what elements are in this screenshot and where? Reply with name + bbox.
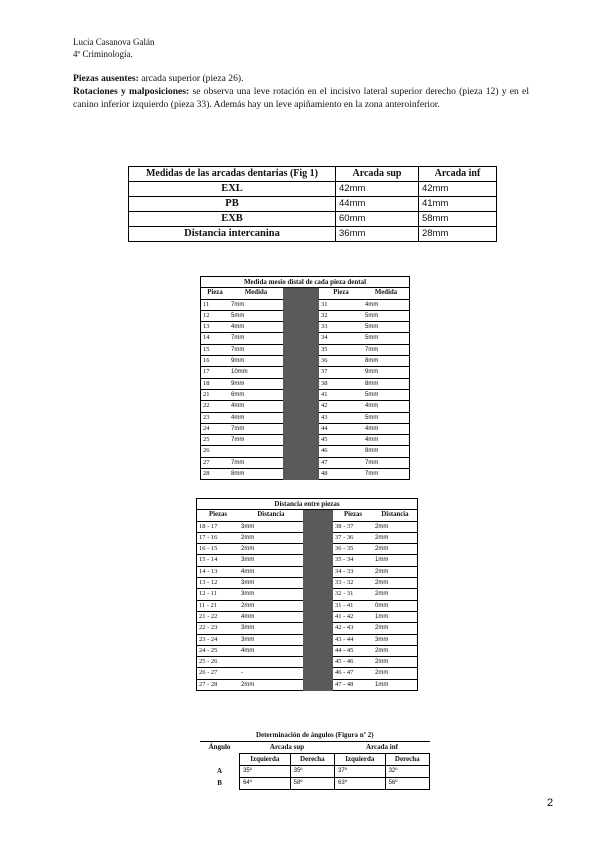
table-row bbox=[200, 778, 430, 790]
value-cell: 9mm bbox=[229, 356, 283, 367]
table-row bbox=[201, 457, 410, 468]
piece-cell: 36 - 35 bbox=[333, 544, 373, 555]
value-cell: 1mm bbox=[373, 555, 418, 566]
column-separator bbox=[283, 310, 319, 321]
course-label: 4º Criminología. bbox=[73, 49, 133, 59]
table-row bbox=[201, 299, 410, 310]
column-separator bbox=[283, 457, 319, 468]
column-separator bbox=[303, 668, 333, 679]
value-cell: - bbox=[239, 668, 303, 679]
arch-measurements-table bbox=[128, 166, 497, 242]
absent-teeth-note bbox=[73, 72, 529, 85]
column-separator bbox=[303, 510, 333, 521]
cell-sup: 44mm bbox=[336, 197, 419, 212]
piece-cell: 21 bbox=[201, 389, 230, 400]
table-row bbox=[197, 623, 418, 634]
value-cell: 3mm bbox=[239, 521, 303, 532]
piece-cell: 48 bbox=[319, 469, 363, 480]
table-row bbox=[197, 634, 418, 645]
col-sup: Arcada sup bbox=[240, 742, 335, 754]
column-separator bbox=[283, 423, 319, 434]
piece-cell: 35 bbox=[319, 344, 363, 355]
value-cell: 2mm bbox=[239, 544, 303, 555]
column-separator bbox=[303, 532, 333, 543]
absent-teeth-label: Piezas ausentes: bbox=[73, 73, 139, 84]
table-row bbox=[201, 378, 410, 389]
value-cell: 5mm bbox=[363, 333, 410, 344]
piece-cell: 12 - 11 bbox=[197, 589, 240, 600]
table-row bbox=[129, 182, 497, 197]
piece-cell: 47 - 48 bbox=[333, 679, 373, 690]
column-separator bbox=[303, 544, 333, 555]
value-cell: 7mm bbox=[363, 457, 410, 468]
piece-cell: 41 bbox=[319, 389, 363, 400]
piece-cell: 43 - 44 bbox=[333, 634, 373, 645]
piece-cell: 14 - 13 bbox=[197, 566, 240, 577]
piece-cell: 38 bbox=[319, 378, 363, 389]
angles-title: Determinación de ángulos (Figura nº 2) bbox=[255, 731, 374, 739]
sub-left: Izquierda bbox=[240, 754, 291, 766]
column-separator bbox=[303, 521, 333, 532]
value-cell: 3mm bbox=[239, 589, 303, 600]
col-angle: Ángulo bbox=[200, 742, 240, 766]
col-piece: Pieza bbox=[319, 288, 363, 299]
cell-sup: 36mm bbox=[336, 227, 419, 242]
angle-value: 37º bbox=[335, 766, 386, 778]
col-piece: Pieza bbox=[201, 288, 230, 299]
column-separator bbox=[283, 469, 319, 480]
table-row bbox=[201, 389, 410, 400]
piece-cell: 25 bbox=[201, 435, 230, 446]
page-number: 2 bbox=[547, 797, 554, 809]
piece-cell: 46 - 47 bbox=[333, 668, 373, 679]
table-row bbox=[197, 566, 418, 577]
author-name: Lucía Casanova Galán bbox=[73, 37, 155, 47]
value-cell: 2mm bbox=[373, 668, 418, 679]
distances-body bbox=[197, 521, 418, 690]
table-row bbox=[200, 766, 430, 778]
value-cell: 7mm bbox=[363, 344, 410, 355]
piece-cell: 32 bbox=[319, 310, 363, 321]
column-separator bbox=[283, 389, 319, 400]
value-cell: 8mm bbox=[363, 356, 410, 367]
angle-value: 64º bbox=[240, 778, 291, 790]
arch-table-header: Medidas de las arcadas dentarias (Fig 1) bbox=[129, 167, 336, 182]
column-separator bbox=[283, 412, 319, 423]
angle-value: 35º bbox=[240, 766, 291, 778]
table-row bbox=[197, 589, 418, 600]
piece-cell: 17 bbox=[201, 367, 230, 378]
cell-inf: 41mm bbox=[418, 197, 496, 212]
piece-cell: 34 bbox=[319, 333, 363, 344]
table-row bbox=[201, 310, 410, 321]
angle-label: A bbox=[217, 767, 223, 775]
value-cell: 3mm bbox=[239, 623, 303, 634]
value-cell: 8mm bbox=[363, 378, 410, 389]
mesiodistal-body bbox=[201, 299, 410, 480]
col-pieces: Piezas bbox=[197, 510, 240, 521]
piece-cell: 28 bbox=[201, 469, 230, 480]
rotations-text: se observa una leve rotación en el incisivo lateral superior derecho (pieza 12) y en el canino inferior izquierdo (pieza 33). Además hay un leve apiñamiento en la zona anteroinferior. bbox=[73, 86, 529, 110]
piece-cell: 25 - 26 bbox=[197, 657, 240, 668]
piece-cell: 27 - 28 bbox=[197, 679, 240, 690]
value-cell: 4mm bbox=[229, 401, 283, 412]
column-separator bbox=[283, 367, 319, 378]
value-cell: 2mm bbox=[373, 645, 418, 656]
value-cell: 2mm bbox=[239, 600, 303, 611]
table-row bbox=[197, 544, 418, 555]
piece-cell: 31 bbox=[319, 299, 363, 310]
value-cell: 9mm bbox=[229, 378, 283, 389]
value-cell: 7mm bbox=[229, 435, 283, 446]
value-cell: 5mm bbox=[363, 389, 410, 400]
piece-cell: 13 - 12 bbox=[197, 578, 240, 589]
col-distance: Distancia bbox=[373, 510, 418, 521]
piece-cell: 44 - 45 bbox=[333, 645, 373, 656]
column-separator bbox=[283, 322, 319, 333]
value-cell: 4mm bbox=[239, 611, 303, 622]
table-row bbox=[201, 446, 410, 457]
column-separator bbox=[303, 645, 333, 656]
value-cell: 2mm bbox=[373, 623, 418, 634]
column-separator bbox=[303, 634, 333, 645]
value-cell bbox=[239, 657, 303, 668]
mesiodistal-table bbox=[200, 276, 410, 480]
value-cell: 4mm bbox=[229, 412, 283, 423]
angle-value: 35º bbox=[290, 766, 334, 778]
value-cell: 5mm bbox=[229, 310, 283, 321]
piece-cell: 43 bbox=[319, 412, 363, 423]
angle-value: 63º bbox=[335, 778, 386, 790]
sub-right: Derecha bbox=[290, 754, 334, 766]
piece-cell: 26 bbox=[201, 446, 230, 457]
value-cell: 5mm bbox=[363, 322, 410, 333]
rotations-label: Rotaciones y malposiciones: bbox=[73, 86, 190, 97]
value-cell: 10mm bbox=[229, 367, 283, 378]
table-row bbox=[197, 555, 418, 566]
value-cell: 4mm bbox=[239, 645, 303, 656]
value-cell: 4mm bbox=[229, 322, 283, 333]
sub-left: Izquierda bbox=[335, 754, 386, 766]
column-separator bbox=[283, 333, 319, 344]
table-row bbox=[197, 521, 418, 532]
column-separator bbox=[283, 401, 319, 412]
value-cell bbox=[229, 446, 283, 457]
arch-table-header: Arcada inf bbox=[418, 167, 496, 182]
col-distance: Distancia bbox=[239, 510, 303, 521]
value-cell: 2mm bbox=[373, 532, 418, 543]
piece-cell: 26 - 27 bbox=[197, 668, 240, 679]
piece-cell: 45 bbox=[319, 435, 363, 446]
piece-cell: 15 bbox=[201, 344, 230, 355]
piece-cell: 18 bbox=[201, 378, 230, 389]
value-cell: 5mm bbox=[363, 412, 410, 423]
column-separator bbox=[303, 657, 333, 668]
value-cell: 7mm bbox=[229, 333, 283, 344]
piece-cell: 31 - 41 bbox=[333, 600, 373, 611]
mesiodistal-title: Medida mesio distal de cada pieza dental bbox=[201, 277, 410, 288]
piece-cell: 33 bbox=[319, 322, 363, 333]
table-row bbox=[197, 668, 418, 679]
value-cell: 4mm bbox=[363, 299, 410, 310]
row-label: EXB bbox=[129, 212, 336, 227]
column-separator bbox=[303, 623, 333, 634]
table-row bbox=[201, 435, 410, 446]
absent-teeth-text: arcada superior (pieza 26). bbox=[138, 73, 244, 84]
value-cell: 4mm bbox=[363, 401, 410, 412]
table-row bbox=[197, 600, 418, 611]
column-separator bbox=[303, 589, 333, 600]
column-separator bbox=[303, 600, 333, 611]
table-row bbox=[129, 227, 497, 242]
piece-cell: 36 bbox=[319, 356, 363, 367]
column-separator bbox=[303, 578, 333, 589]
value-cell: 2mm bbox=[239, 679, 303, 690]
piece-cell: 35 - 34 bbox=[333, 555, 373, 566]
table-row bbox=[201, 401, 410, 412]
piece-cell: 14 bbox=[201, 333, 230, 344]
rotations-note bbox=[73, 85, 529, 111]
value-cell: 1mm bbox=[373, 679, 418, 690]
cell-sup: 42mm bbox=[336, 182, 419, 197]
column-separator bbox=[283, 378, 319, 389]
column-separator bbox=[303, 679, 333, 690]
piece-cell: 33 - 32 bbox=[333, 578, 373, 589]
cell-inf: 42mm bbox=[418, 182, 496, 197]
col-inf: Arcada inf bbox=[335, 742, 430, 754]
value-cell: 7mm bbox=[229, 457, 283, 468]
value-cell: 2mm bbox=[373, 589, 418, 600]
value-cell: 7mm bbox=[229, 423, 283, 434]
piece-cell: 24 - 25 bbox=[197, 645, 240, 656]
piece-cell: 11 bbox=[201, 299, 230, 310]
piece-cell: 38 - 37 bbox=[333, 521, 373, 532]
table-row bbox=[201, 367, 410, 378]
table-row bbox=[201, 423, 410, 434]
column-separator bbox=[303, 566, 333, 577]
distances-title: Distancia entre piezas bbox=[197, 499, 418, 510]
value-cell: 7mm bbox=[363, 469, 410, 480]
column-separator bbox=[303, 555, 333, 566]
column-separator bbox=[283, 356, 319, 367]
table-row bbox=[201, 344, 410, 355]
value-cell: 8mm bbox=[363, 446, 410, 457]
angle-label: B bbox=[217, 779, 222, 787]
value-cell: 8mm bbox=[229, 469, 283, 480]
value-cell: 3mm bbox=[239, 634, 303, 645]
piece-cell: 21 - 22 bbox=[197, 611, 240, 622]
piece-cell: 17 - 16 bbox=[197, 532, 240, 543]
piece-cell: 45 - 46 bbox=[333, 657, 373, 668]
cell-sup: 60mm bbox=[336, 212, 419, 227]
table-row bbox=[201, 469, 410, 480]
piece-cell: 37 - 36 bbox=[333, 532, 373, 543]
column-separator bbox=[283, 344, 319, 355]
piece-cell: 16 bbox=[201, 356, 230, 367]
piece-cell: 18 - 17 bbox=[197, 521, 240, 532]
value-cell: 2mm bbox=[373, 657, 418, 668]
col-pieces: Piezas bbox=[333, 510, 373, 521]
piece-cell: 47 bbox=[319, 457, 363, 468]
table-row bbox=[197, 679, 418, 690]
value-cell: 3mm bbox=[239, 578, 303, 589]
angle-value: 56º bbox=[385, 778, 429, 790]
table-row bbox=[197, 532, 418, 543]
piece-cell: 12 bbox=[201, 310, 230, 321]
value-cell: 5mm bbox=[363, 310, 410, 321]
piece-cell: 46 bbox=[319, 446, 363, 457]
piece-cell: 42 - 43 bbox=[333, 623, 373, 634]
value-cell: 2mm bbox=[373, 521, 418, 532]
piece-cell: 37 bbox=[319, 367, 363, 378]
column-separator bbox=[283, 435, 319, 446]
table-row bbox=[197, 657, 418, 668]
sub-right: Derecha bbox=[385, 754, 429, 766]
value-cell: 4mm bbox=[363, 423, 410, 434]
value-cell: 2mm bbox=[373, 578, 418, 589]
cell-inf: 58mm bbox=[418, 212, 496, 227]
value-cell: 4mm bbox=[239, 566, 303, 577]
piece-cell: 42 bbox=[319, 401, 363, 412]
piece-cell: 34 - 33 bbox=[333, 566, 373, 577]
value-cell: 2mm bbox=[373, 544, 418, 555]
column-separator bbox=[283, 288, 319, 299]
distances-table bbox=[196, 498, 418, 691]
value-cell: 1mm bbox=[373, 611, 418, 622]
col-measure: Medida bbox=[229, 288, 283, 299]
angle-value: 58º bbox=[290, 778, 334, 790]
column-separator bbox=[283, 299, 319, 310]
table-row bbox=[129, 212, 497, 227]
col-measure: Medida bbox=[363, 288, 410, 299]
piece-cell: 23 - 24 bbox=[197, 634, 240, 645]
value-cell: 3mm bbox=[239, 555, 303, 566]
row-label: PB bbox=[129, 197, 336, 212]
value-cell: 0mm bbox=[373, 600, 418, 611]
piece-cell: 22 - 23 bbox=[197, 623, 240, 634]
table-row bbox=[197, 578, 418, 589]
value-cell: 2mm bbox=[239, 532, 303, 543]
piece-cell: 24 bbox=[201, 423, 230, 434]
piece-cell: 32 - 31 bbox=[333, 589, 373, 600]
column-separator bbox=[283, 446, 319, 457]
arch-table-header: Arcada sup bbox=[336, 167, 419, 182]
table-row bbox=[129, 197, 497, 212]
piece-cell: 15 - 14 bbox=[197, 555, 240, 566]
value-cell: 3mm bbox=[373, 634, 418, 645]
piece-cell: 16 - 15 bbox=[197, 544, 240, 555]
table-row bbox=[201, 333, 410, 344]
table-row bbox=[201, 322, 410, 333]
value-cell: 7mm bbox=[229, 344, 283, 355]
value-cell: 7mm bbox=[229, 299, 283, 310]
table-row bbox=[201, 356, 410, 367]
piece-cell: 22 bbox=[201, 401, 230, 412]
value-cell: 9mm bbox=[363, 367, 410, 378]
value-cell: 6mm bbox=[229, 389, 283, 400]
column-separator bbox=[303, 611, 333, 622]
piece-cell: 13 bbox=[201, 322, 230, 333]
angles-table bbox=[200, 730, 430, 790]
piece-cell: 23 bbox=[201, 412, 230, 423]
piece-cell: 44 bbox=[319, 423, 363, 434]
table-row bbox=[201, 412, 410, 423]
piece-cell: 11 - 21 bbox=[197, 600, 240, 611]
value-cell: 2mm bbox=[373, 566, 418, 577]
piece-cell: 41 - 42 bbox=[333, 611, 373, 622]
cell-inf: 28mm bbox=[418, 227, 496, 242]
angle-value: 32º bbox=[385, 766, 429, 778]
table-row bbox=[197, 645, 418, 656]
row-label: Distancia intercanina bbox=[129, 227, 336, 242]
row-label: EXL bbox=[129, 182, 336, 197]
table-row bbox=[197, 611, 418, 622]
value-cell: 4mm bbox=[363, 435, 410, 446]
piece-cell: 27 bbox=[201, 457, 230, 468]
